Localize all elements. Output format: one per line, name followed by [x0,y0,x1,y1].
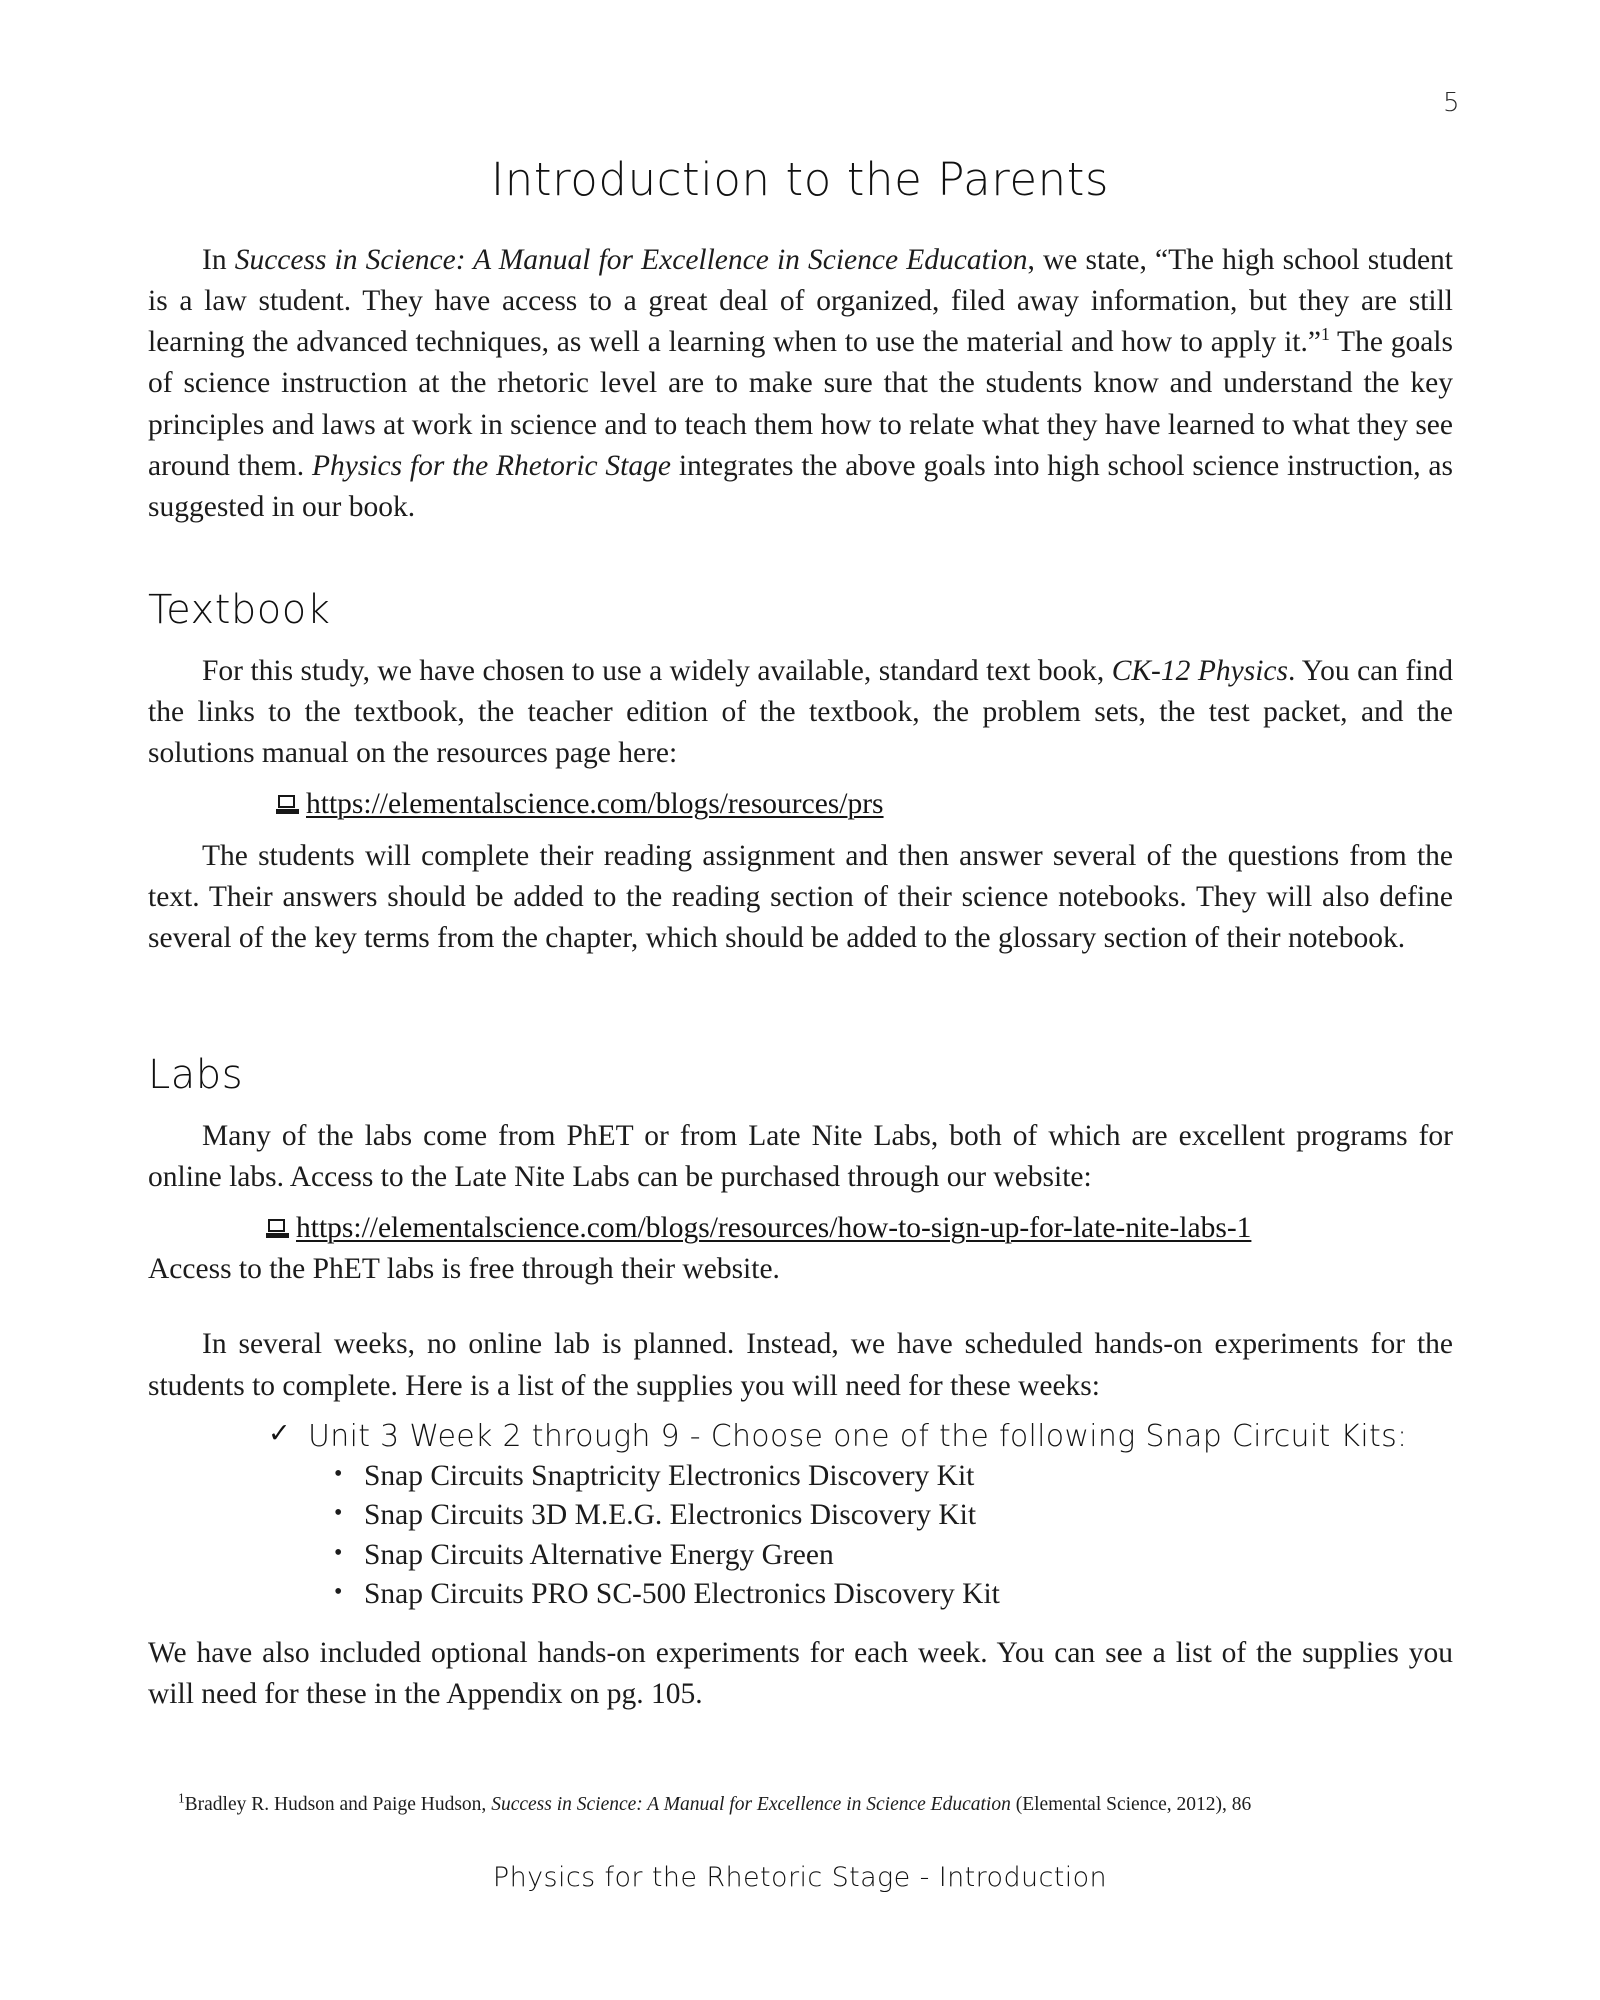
computer-screen-icon [266,1219,289,1239]
list-item [326,1496,1453,1536]
list-item-unit3-week2-9 [266,1417,1453,1457]
bullet-icon: • [334,1539,343,1566]
labs-paragraph-1: Many of the labs come from PhET or from Late Nite Labs, both of which are excellent programs for online labs. Access to the Late Nite Labs can be purchased through our website: [148,1119,1453,1193]
textbook-resource-link-line [148,784,1453,825]
supplies-checklist [148,1417,1453,1457]
intro-goals-text: The goals of science instruction at the rhetoric level are to make sure that the students know and understand the key principles and laws at work in science and to teach them how to relate what they have learned to what they see around them. [148,326,1453,482]
checkmark-icon: ✓ [268,1417,291,1449]
footnote-number: 1 [178,1790,185,1806]
textbook-paragraph-2: The students will complete their reading assignment and then answer several of the questions from the text. Their answers should be added to the reading section of their science notebooks. They will also define several of the key terms from the chapter, which should be added to the glossary section of their notebook. [148,839,1453,954]
section-heading-labs: Labs [148,1051,244,1098]
spacer [148,1198,1453,1208]
page-content [148,240,1453,1715]
book-title-ck12-physics: CK-12 Physics [1111,654,1288,687]
labs-resource-url[interactable]: https://elementalscience.com/blogs/resources/how-to-sign-up-for-late-nite-labs-1 [296,1212,1252,1244]
intro-quote: , we state, “The high school student is a law student. They have access to a great deal of organized, filed away information, but they are still learning the advanced techniques, as well a learning when to use the material and how to apply it.” [148,244,1453,359]
intro-lead-in: In [202,244,235,276]
labs-paragraph-3: In several weeks, no online lab is planned. Instead, we have scheduled hands-on experiments for the students to complete. Here is a list of the supplies you will need for these weeks: [148,1328,1453,1402]
page-number: 5 [1442,88,1460,118]
spacer [148,1290,1453,1324]
spacer [148,826,1453,836]
page-footer: Physics for the Rhetoric Stage - Introduction [492,1862,1108,1893]
footnote-marker-1: 1 [1320,324,1330,345]
kit-name: Snap Circuits 3D M.E.G. Electronics Discovery Kit [364,1499,977,1532]
spacer [148,528,1453,588]
intro-paragraph [148,240,1453,528]
footnote-1 [178,1792,1418,1818]
kit-name: Snap Circuits Snaptricity Electronics Discovery Kit [364,1459,975,1492]
check-item-label: Unit 3 Week 2 through 9 - Choose one of the following Snap Circuit Kits: [308,1418,1408,1454]
bullet-icon: • [334,1460,343,1487]
list-item [326,1575,1453,1615]
computer-screen-icon [276,795,299,815]
spacer [148,1019,1453,1053]
kit-name: Snap Circuits PRO SC-500 Electronics Discovery Kit [364,1578,1000,1611]
spacer [148,1098,1453,1116]
kit-name: Snap Circuits Alternative Energy Green [364,1538,834,1571]
program-title-physics-rhetoric-stage: Physics for the Rhetoric Stage [311,449,671,482]
labs-paragraph-2: Access to the PhET labs is free through their website. [148,1253,780,1286]
bullet-icon: • [334,1500,343,1527]
labs-paragraph-4: We have also included optional hands-on experiments for each week. You can see a list of the supplies you will need for these in the Appendix on pg. 105. [148,1636,1453,1710]
labs-resource-link-line [148,1208,1453,1249]
page-title: Introduction to the Parents [490,153,1110,207]
spacer [148,774,1453,784]
section-heading-textbook: Textbook [148,586,331,633]
spacer [148,633,1453,651]
textbook-p1-before: For this study, we have chosen to use a widely available, standard text book, [202,654,1112,687]
textbook-resource-url[interactable]: https://elementalscience.com/blogs/resources/prs [306,788,884,821]
footnote-book-title: Success in Science: A Manual for Excellence in Science Education [491,1794,1011,1815]
list-item [326,1457,1453,1497]
footnote-publication: (Elemental Science, 2012), 86 [1010,1794,1252,1815]
bullet-icon: • [334,1579,343,1606]
book-title-success-in-science: Success in Science: A Manual for Excellence in Science Education [234,244,1028,276]
spacer [148,1407,1453,1417]
textbook-p1-after: . You can find the links to the textbook, the teacher edition of the textbook, the problem sets, the test packet, and the solutions manual on the resources page here: [148,654,1454,770]
footnote-authors: Bradley R. Hudson and Paige Hudson, [184,1794,492,1815]
spacer [148,1615,1453,1633]
textbook-paragraph-1 [148,651,1453,774]
snap-circuit-kit-list [148,1457,1453,1615]
intro-tail-text: integrates the above goals into high school science instruction, as suggested in our book. [148,449,1454,523]
spacer [148,959,1453,1019]
list-item [326,1536,1453,1576]
